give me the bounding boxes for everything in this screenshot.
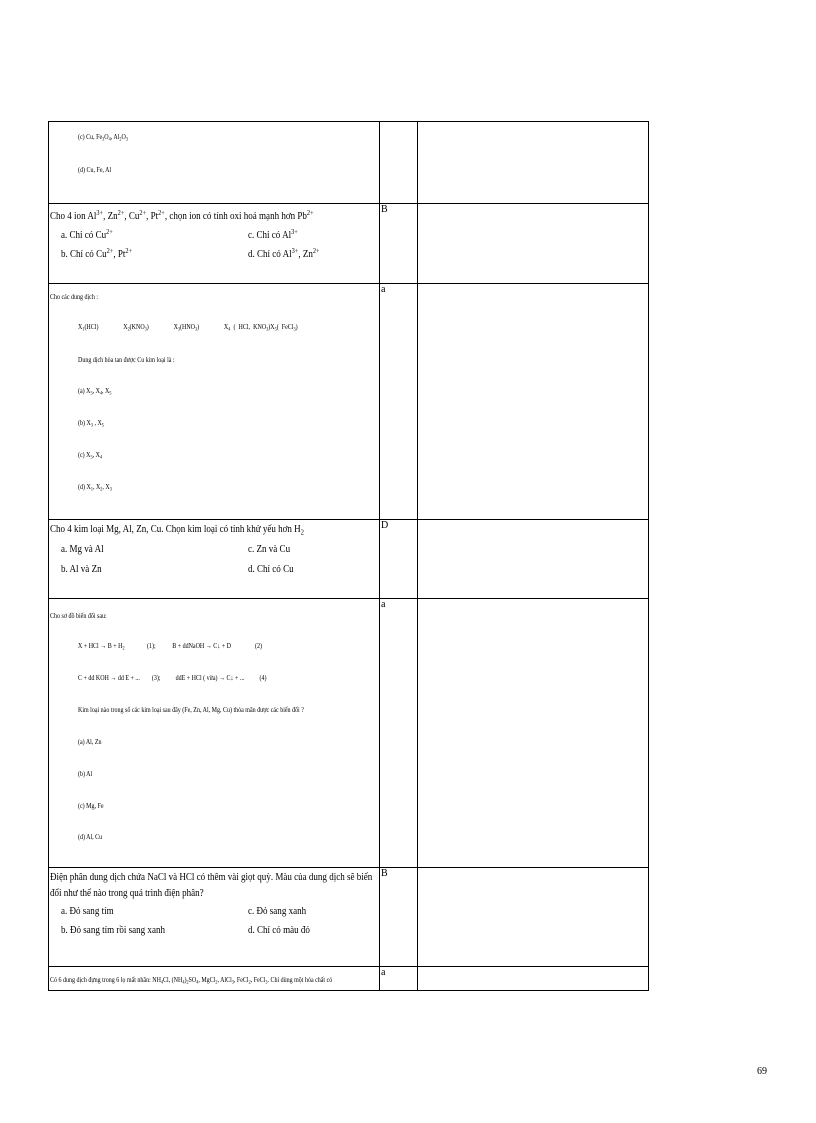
answer-cell: B: [380, 204, 418, 284]
note-cell: [418, 868, 649, 967]
option-a: a. Mg và Al: [61, 543, 104, 555]
table-row: [49, 122, 649, 204]
question-cell: [49, 520, 380, 599]
note-cell: [418, 122, 649, 204]
page-number: 69: [757, 1066, 767, 1077]
sub-question: Dung dịch hòa tan được Cu kim loại là :: [78, 355, 175, 364]
question-text: Điện phân dung dịch chứa NaCl và HCl có thêm vài giọt quỳ. Màu của dung dịch sẽ biến: [50, 871, 373, 883]
question-text: Cho các dung dịch :: [50, 292, 98, 301]
solutions-list: $X_1(HCl)$ $X_2(KNO_3)$ $X_3(HNO_3)$ $X_4$ ( HCl, $KNO_3)X_5$( FeCl$_3$): [78, 322, 298, 333]
option-d: (d) Cu, Fe, Al: [78, 165, 112, 174]
answer-cell: D: [380, 520, 418, 599]
option-c: c. Zn và Cu: [248, 543, 291, 555]
option-a: (a) Al, Zn: [78, 737, 102, 746]
option-c: c. Chỉ có $Al^{3+}$: [248, 227, 298, 241]
option-a: a. Chỉ có $Cu^{2+}$: [61, 227, 113, 241]
question-text: Cho sơ đồ biến đổi sau:: [50, 611, 107, 620]
question-text: Cho 4 ion $Al^{3+}$, $Zn^{2+}$, $Cu^{2+}$, $Pt^{2+}$, chọn ion có tính oxi hoá mạnh hơn $Pb^{2+}$: [50, 208, 314, 222]
option-d: d. Chỉ có Cu: [248, 563, 294, 575]
question-text: Có 6 dung dịch đựng trong 6 lọ mất nhãn: $NH_4Cl$, $(NH_4)_2SO_4$, MgCl$_2$, AlCl$_3$, FeCl$_2$, FeCl$_3$. Chỉ dùng một hóa chất có: [50, 975, 333, 986]
option-a: a. Đỏ sang tím: [61, 905, 114, 917]
option-c: (c) $X_3$, $X_4$: [78, 450, 103, 461]
question-cell: [49, 868, 380, 967]
note-cell: [418, 599, 649, 868]
option-b: (b) Al: [78, 769, 93, 778]
reaction-1: X + HCl → $B + H_2$ (1); B + ddNaOH → C↓ + D (2): [78, 641, 262, 652]
table-row: [49, 599, 649, 868]
option-a: (a) $X_3$, $X_4$, $X_5$: [78, 386, 112, 397]
option-b: (b) $X_3$ , $X_5$: [78, 418, 104, 429]
option-c: c. Đỏ sang xanh: [248, 905, 307, 917]
option-c: (c) Cu, $Fe_3O_4$, $Al_2O_3$: [78, 132, 128, 143]
table-row: [49, 967, 649, 991]
table-row: [49, 204, 649, 284]
table-row: [49, 284, 649, 520]
option-d: d. Chỉ có $Al^{3+}$, $Zn^{2+}$: [248, 246, 320, 260]
option-d: (d) Al, Cu: [78, 832, 103, 841]
note-cell: [418, 204, 649, 284]
answer-cell: a: [380, 967, 418, 991]
option-b: b. Đỏ sang tím rồi sang xanh: [61, 924, 165, 936]
question-text: Cho 4 kim loại Mg, Al, Zn, Cu. Chọn kim loại có tính khử yếu hơn $H_2$: [50, 523, 304, 537]
sub-question: Kim loại nào trong số các kim loại sau đây (Fe, Zn, Al, Mg, Cu) thỏa mãn được các biến đổi ?: [78, 705, 304, 714]
question-cell: [49, 204, 380, 284]
question-table: [48, 121, 649, 991]
question-cell: [49, 284, 380, 520]
option-b: b. Chỉ có $Cu^{2+}$, $Pt^{2+}$: [61, 246, 133, 260]
question-cell: [49, 122, 380, 204]
option-b: b. Al và Zn: [61, 563, 102, 575]
question-cell: [49, 967, 380, 991]
table-row: [49, 520, 649, 599]
answer-cell: [380, 122, 418, 204]
note-cell: [418, 967, 649, 991]
question-cell: [49, 599, 380, 868]
answer-cell: a: [380, 284, 418, 520]
note-cell: [418, 284, 649, 520]
option-c: (c) Mg, Fe: [78, 801, 104, 810]
option-d: (d) $X_1$, $X_2$, $X_3$: [78, 482, 112, 493]
table-row: [49, 868, 649, 967]
note-cell: [418, 520, 649, 599]
option-d: d. Chỉ có màu đỏ: [248, 924, 310, 936]
reaction-2: C + dd KOH → dd E + ... (3); ddE + HCl ( vừa) → C↓ + ... (4): [78, 673, 267, 682]
answer-cell: a: [380, 599, 418, 868]
answer-cell: B: [380, 868, 418, 967]
question-text-2: đổi như thế nào trong quá trình điện phân?: [50, 887, 204, 899]
